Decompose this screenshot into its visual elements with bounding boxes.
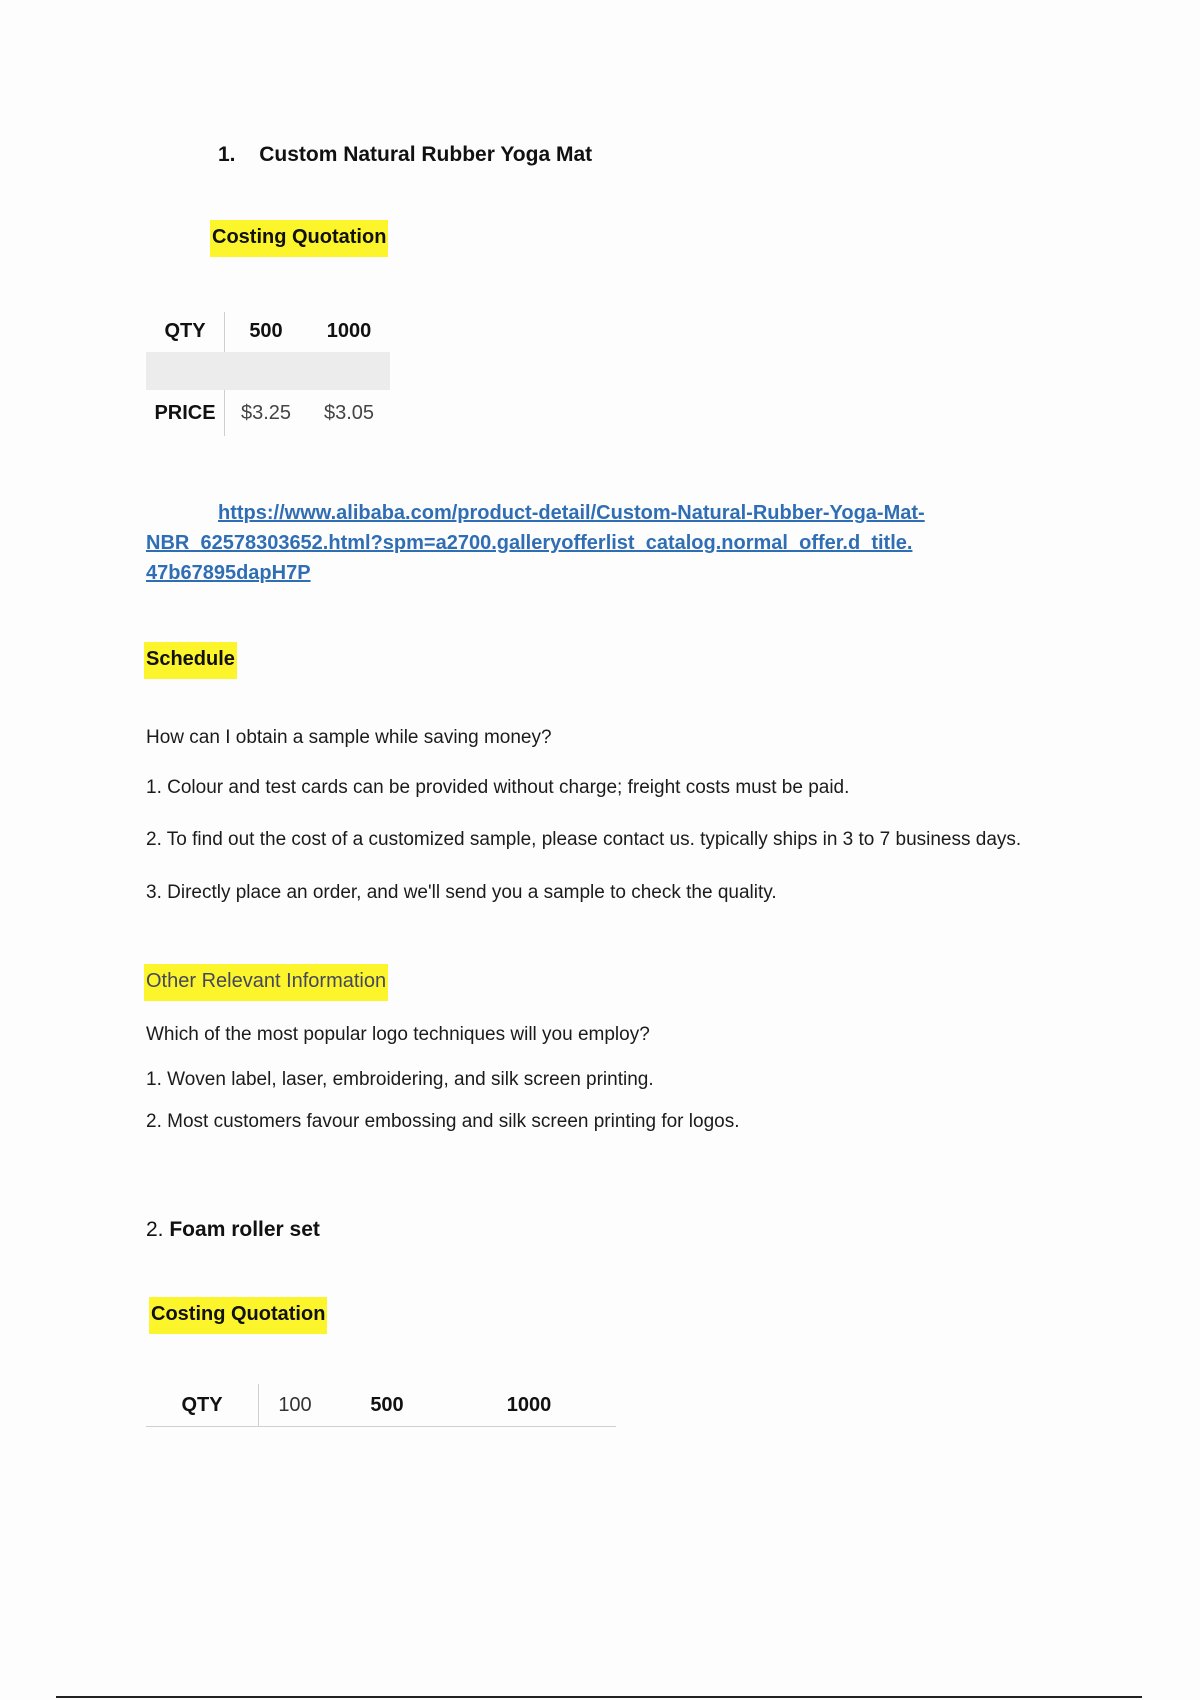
logo-question: Which of the most popular logo techniques will you employ?	[146, 1024, 650, 1045]
product1-quotation-table	[146, 310, 390, 436]
other-info-label: Other Relevant Information	[144, 964, 388, 1001]
sample-question: How can I obtain a sample while saving money?	[146, 727, 552, 748]
qty-header: QTY	[164, 319, 206, 342]
product2-heading-number: 2.	[146, 1218, 164, 1241]
sample-point: 3. Directly place an order, and we'll send you a sample to check the quality.	[146, 882, 777, 903]
table-row	[146, 310, 390, 352]
table-row	[146, 390, 390, 436]
qty-cell: 1000	[326, 319, 372, 342]
page-bottom-rule	[56, 1696, 1142, 1698]
product2-heading-title: Foam roller set	[169, 1218, 320, 1241]
product2-heading	[146, 1218, 320, 1242]
logo-point: 2. Most customers favour embossing and silk screen printing for logos.	[146, 1111, 740, 1132]
qty-cell: 500	[249, 319, 283, 342]
price-cell: $3.25	[240, 401, 292, 424]
table-cell	[308, 352, 390, 390]
product1-heading	[218, 143, 592, 167]
schedule-label: Schedule	[144, 642, 237, 679]
sample-point: 1. Colour and test cards can be provided without charge; freight costs must be paid.	[146, 777, 850, 798]
product2-costing-label: Costing Quotation	[149, 1297, 327, 1334]
product1-heading-number: 1.	[218, 143, 236, 166]
sample-point: 2. To find out the cost of a customized sample, please contact us. typically ships in 3 to 7 business days.	[146, 829, 1022, 850]
product2-quotation-table	[146, 1384, 616, 1426]
product1-link[interactable]	[146, 498, 1026, 588]
table2-bottom-border	[146, 1426, 616, 1427]
qty-header: QTY	[181, 1393, 223, 1416]
price-header: PRICE	[154, 401, 216, 424]
price-cell: $3.05	[323, 401, 375, 424]
qty-cell: 100	[278, 1393, 312, 1416]
logo-point: 1. Woven label, laser, embroidering, and silk screen printing.	[146, 1069, 654, 1090]
product1-heading-title: Custom Natural Rubber Yoga Mat	[259, 143, 593, 166]
table-cell	[224, 352, 308, 390]
qty-cell: 500	[370, 1393, 404, 1416]
link-line-2[interactable]: NBR_62578303652.html?spm=a2700.galleryofferlist_catalog.normal_offer.d_title.	[146, 532, 913, 554]
table-row	[146, 1384, 616, 1426]
table-row	[146, 352, 390, 390]
product1-costing-label: Costing Quotation	[210, 220, 388, 257]
table-cell	[146, 352, 224, 390]
link-line-1[interactable]: https://www.alibaba.com/product-detail/Custom-Natural-Rubber-Yoga-Mat-	[218, 502, 925, 524]
link-line-3[interactable]: 47b67895dapH7P	[146, 562, 311, 584]
qty-cell: 1000	[506, 1393, 552, 1416]
